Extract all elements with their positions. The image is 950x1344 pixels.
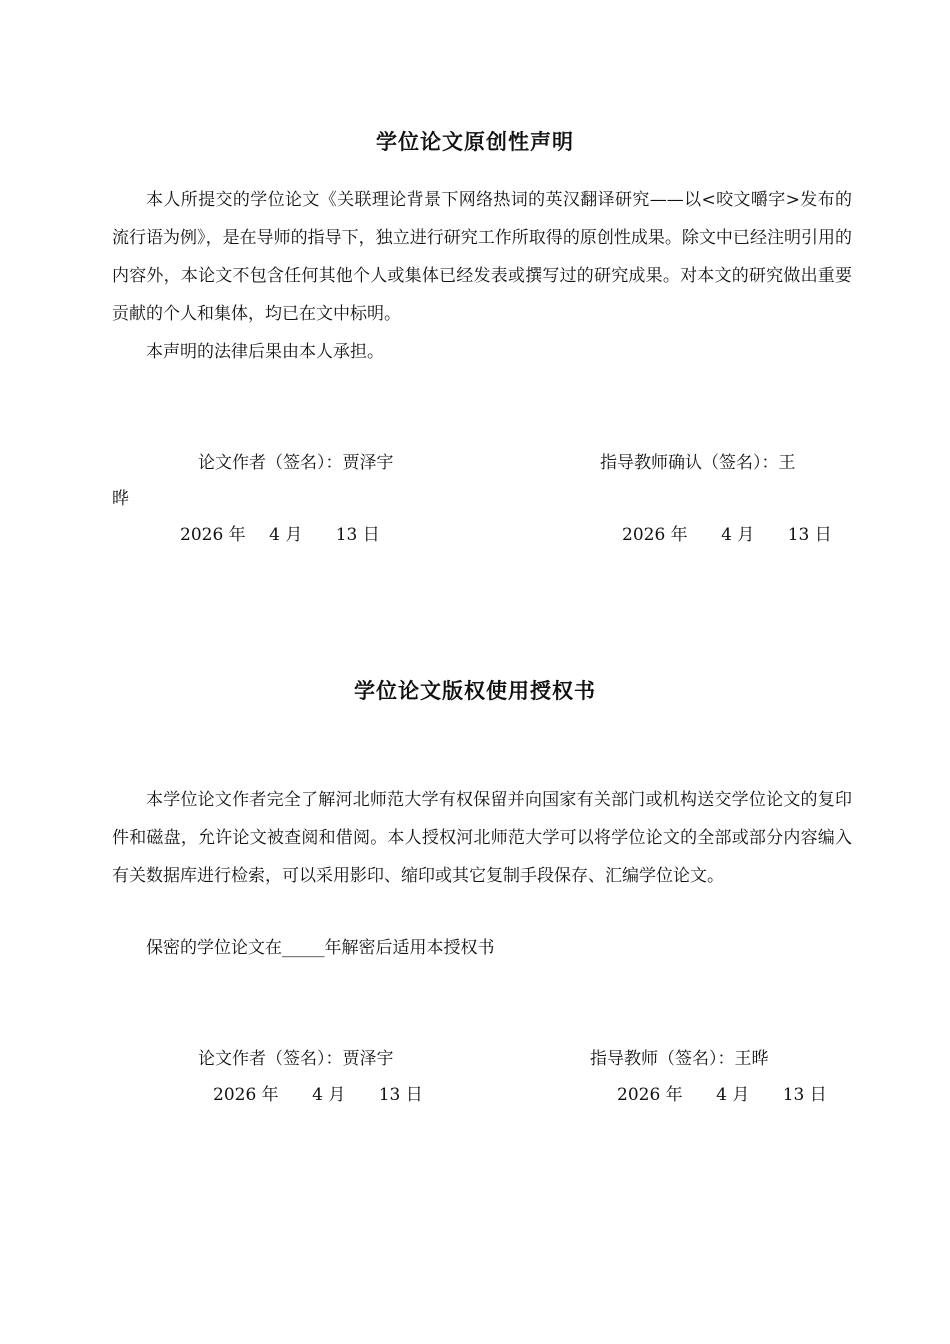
- month-unit: 月: [328, 1085, 346, 1105]
- year: 2026: [622, 525, 666, 545]
- day: 13: [787, 525, 810, 545]
- month: 4: [716, 1085, 727, 1105]
- year-unit: 年: [665, 1085, 683, 1105]
- authorization-confidential-paragraph: 保密的学位论文在_____年解密后适用本授权书: [146, 938, 495, 958]
- month-unit: 月: [732, 1085, 750, 1105]
- month: 4: [721, 525, 732, 545]
- month: 4: [312, 1085, 323, 1105]
- declaration-advisor-date: [622, 520, 832, 545]
- month-unit: 月: [737, 525, 755, 545]
- day: 13: [782, 1085, 805, 1105]
- day-unit: 日: [814, 525, 832, 545]
- day-unit: 日: [362, 525, 380, 545]
- day: 13: [378, 1085, 401, 1105]
- authorization-author-date: [213, 1080, 423, 1105]
- day: 13: [335, 525, 358, 545]
- declaration-author-date: [180, 520, 380, 545]
- year-unit: 年: [670, 525, 688, 545]
- year-unit: 年: [228, 525, 246, 545]
- authorization-author-signature: 论文作者（签名）：贾泽宇: [198, 1049, 394, 1069]
- day-unit: 日: [809, 1085, 827, 1105]
- authorization-advisor-date: [617, 1080, 827, 1105]
- declaration-title: 学位论文原创性声明: [376, 130, 574, 154]
- month: 4: [269, 525, 280, 545]
- day-unit: 日: [405, 1085, 423, 1105]
- year: 2026: [617, 1085, 661, 1105]
- authorization-paragraph: 本学位论文作者完全了解河北师范大学有权保留并向国家有关部门或机构送交学位论文的复印件和磁盘，允许论文被查阅和借阅。本人授权河北师范大学可以将学位论文的全部或部分内容编入有关数据库进行检索，可以采用影印、缩印或其它复制手段保存、汇编学位论文。: [112, 790, 852, 886]
- year: 2026: [213, 1085, 257, 1105]
- declaration-advisor-signature: 指导教师确认（签名）：王: [600, 453, 796, 473]
- authorization-advisor-signature: 指导教师（签名）：王晔: [590, 1049, 769, 1069]
- declaration-author-signature: 论文作者（签名）：贾泽宇: [198, 453, 394, 473]
- year: 2026: [180, 525, 224, 545]
- declaration-liability-paragraph: 本声明的法律后果由本人承担。: [146, 342, 384, 362]
- declaration-advisor-signature-wrap: 晔: [112, 489, 129, 509]
- year-unit: 年: [261, 1085, 279, 1105]
- declaration-paragraph: 本人所提交的学位论文《关联理论背景下网络热词的英汉翻译研究——以<咬文嚼字>发布的流行语为例》，是在导师的指导下，独立进行研究工作所取得的原创性成果。除文中已经注明引用的内容外，本论文不包含任何其他个人或集体已经发表或撰写过的研究成果。对本文的研究做出重要贡献的个人和集体，均已在文中标明。: [112, 190, 852, 324]
- authorization-title: 学位论文版权使用授权书: [354, 679, 596, 703]
- month-unit: 月: [285, 525, 303, 545]
